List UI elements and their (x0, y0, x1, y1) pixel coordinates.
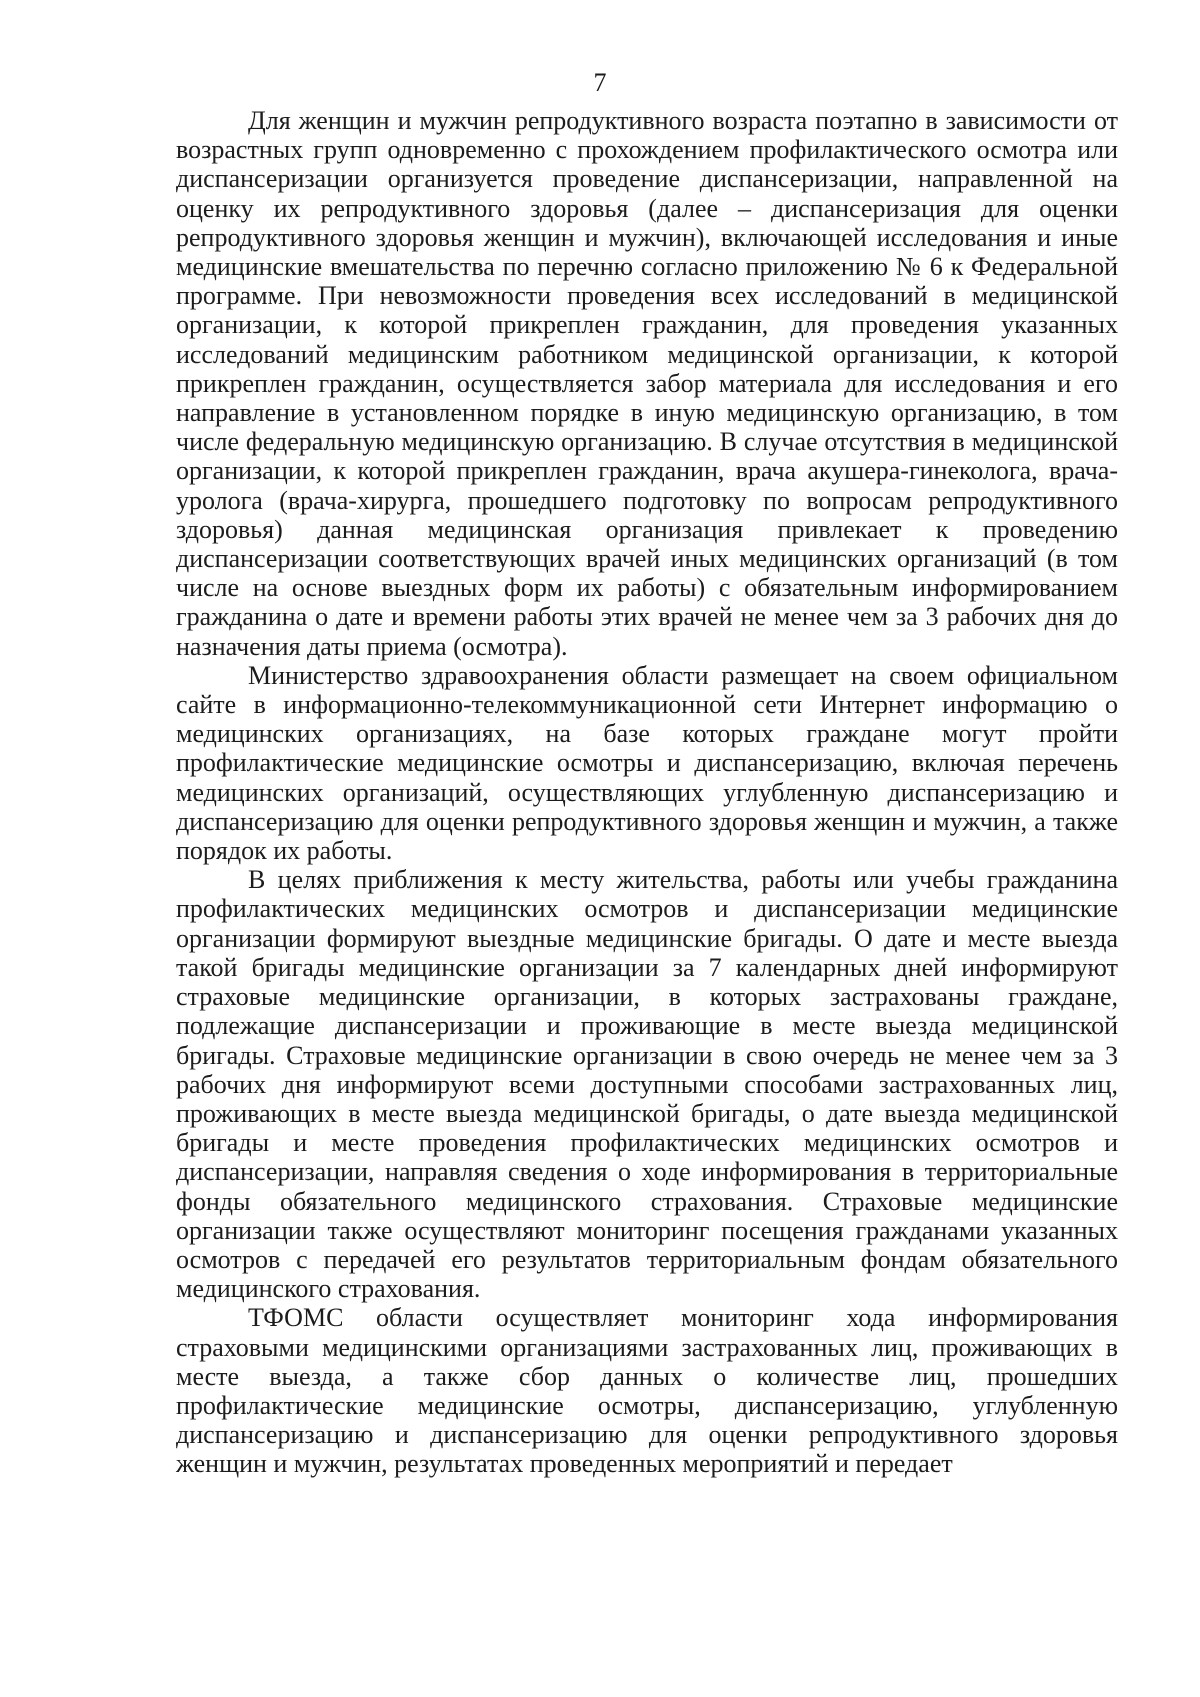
paragraph: Для женщин и мужчин репродуктивного возраста поэтапно в зависимости от возрастных групп одновременно с прохождением профилактического осмотра или диспансеризации организуется проведение диспансеризации, направленной на оценку их репродуктивного здоровья (далее – диспансеризация для оценки репродуктивного здоровья женщин и мужчин), включающей исследования и иные медицинские вмешательства по перечню согласно приложению № 6 к Федеральной программе. При невозможности проведения всех исследований в медицинской организации, к которой прикреплен гражданин, для проведения указанных исследований медицинским работником медицинской организации, к которой прикреплен гражданин, осуществляется забор материала для исследования и его направление в установленном порядке в иную медицинскую организацию, в том числе федеральную медицинскую организацию. В случае отсутствия в медицинской организации, к которой прикреплен гражданин, врача акушера-гинеколога, врача-уролога (врача-хирурга, прошедшего подготовку по вопросам репродуктивного здоровья) данная медицинская организация привлекает к проведению диспансеризации соответствующих врачей иных медицинских организаций (в том числе на основе выездных форм их работы) с обязательным информированием гражданина о дате и времени работы этих врачей не менее чем за 3 рабочих дня до назначения даты приема (осмотра). (176, 106, 1118, 661)
paragraph: Министерство здравоохранения области размещает на своем официальном сайте в информационно-телекоммуникационной сети Интернет информацию о медицинских организациях, на базе которых граждане могут пройти профилактические медицинские осмотры и диспансеризацию, включая перечень медицинских организаций, осуществляющих углубленную диспансеризацию и диспансеризацию для оценки репродуктивного здоровья женщин и мужчин, а также порядок их работы. (176, 660, 1118, 866)
paragraph: В целях приближения к месту жительства, работы или учебы гражданина профилактических медицинских осмотров и диспансеризации медицинские организации формируют выездные медицинские бригады. О дате и месте выезда такой бригады медицинские организации за 7 календарных дней информируют страховые медицинские организации, в которых застрахованы граждане, подлежащие диспансеризации и проживающие в месте выезда медицинской бригады. Страховые медицинские организации в свою очередь не менее чем за 3 рабочих дня информируют всеми доступными способами застрахованных лиц, проживающих в месте выезда медицинской бригады, о дате выезда медицинской бригады и месте проведения профилактических медицинских осмотров и диспансеризации, направляя сведения о ходе информирования в территориальные фонды обязательного медицинского страхования. Страховые медицинские организации также осуществляют мониторинг посещения гражданами указанных осмотров с передачей его результатов территориальным фондам обязательного медицинского страхования. (176, 865, 1118, 1304)
paragraph: ТФОМС области осуществляет мониторинг хода информирования страховыми медицинскими организациями застрахованных лиц, проживающих в месте выезда, а также сбор данных о количестве лиц, прошедших профилактические медицинские осмотры, диспансеризацию, углубленную диспансеризацию и диспансеризацию для оценки репродуктивного здоровья женщин и мужчин, результатах проведенных мероприятий и передает (176, 1303, 1118, 1479)
document-body (176, 106, 1118, 1479)
page-number: 7 (593, 68, 607, 97)
